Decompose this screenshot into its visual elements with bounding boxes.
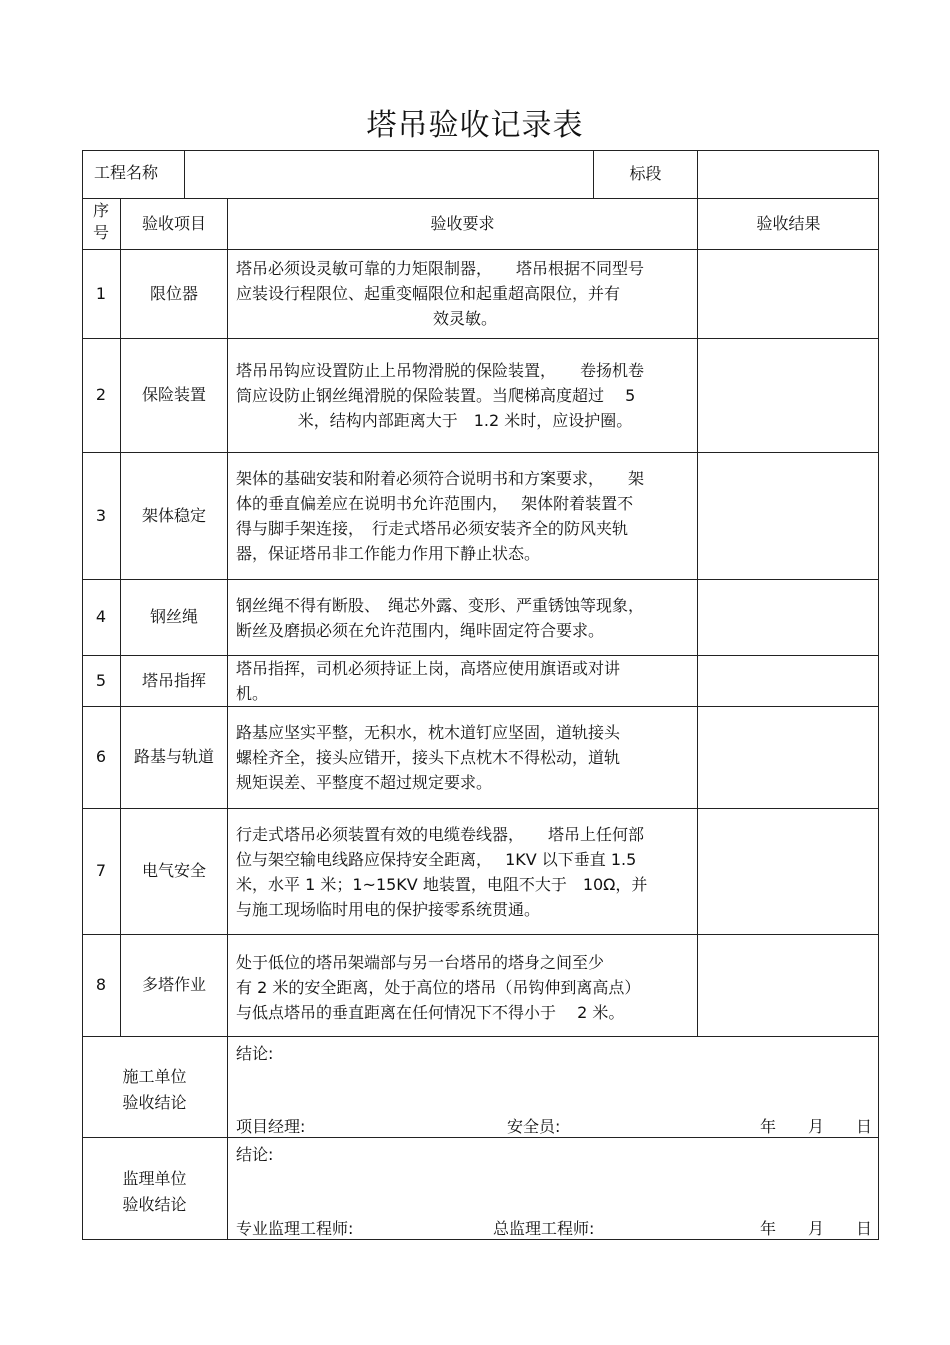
row-requirement [236, 720, 694, 795]
requirement-line: 塔吊指挥，司机必须持证上岗，高塔应使用旗语或对讲 [236, 659, 621, 678]
row-requirement [236, 656, 694, 706]
col-header-result: 验收结果 [756, 213, 821, 233]
construction-label-line2: 验收结论 [122, 1093, 187, 1112]
requirement-line: 位与架空输电线路应保持安全距离， 1KV 以下垂直 1.5 [236, 850, 637, 869]
supervision-label-line2: 验收结论 [122, 1195, 187, 1214]
row-item: 钢丝绳 [149, 607, 198, 626]
row-no: 7 [95, 861, 107, 880]
row-no: 6 [95, 747, 107, 766]
col-header-no-text: 序号 [93, 201, 110, 242]
row-result[interactable] [706, 260, 871, 284]
chief-supervisor-label: 总监理工程师: [493, 1219, 595, 1238]
col-divider [184, 150, 185, 198]
section-value[interactable] [706, 161, 871, 185]
row-item: 电气安全 [141, 861, 206, 880]
row-result[interactable] [706, 470, 871, 494]
row-requirement [236, 822, 694, 922]
requirement-line: 体的垂直偏差应在说明书允许范围内， 架体附着装置不 [236, 494, 634, 513]
requirement-line: 规矩误差、平整度不超过规定要求。 [236, 773, 493, 792]
row-no: 1 [95, 283, 107, 303]
row-item-text: 路基与轨道 [134, 747, 215, 766]
supervision-label-line1: 监理单位 [122, 1169, 187, 1188]
col-header-requirement: 验收要求 [430, 213, 495, 233]
row-item [121, 706, 227, 808]
project-manager-label: 项目经理: [236, 1117, 306, 1136]
row-no: 3 [95, 505, 107, 525]
requirement-line: 筒应设防止钢丝绳滑脱的保险装置。当爬梯高度超过 5 [236, 386, 636, 405]
row-item: 保险装置 [141, 385, 206, 404]
requirement-line: 与施工现场临时用电的保护接零系统贯通。 [236, 900, 541, 919]
row-item: 限位器 [149, 283, 198, 303]
row-result[interactable] [706, 668, 871, 692]
requirement-line: 钢丝绳不得有断股、 绳芯外露、变形、严重锈蚀等现象， [236, 596, 645, 615]
requirement-line: 路基应坚实平整，无积水，枕木道钉应坚固，道轨接头 [236, 723, 621, 742]
date-year: 年 [760, 1117, 777, 1136]
row-requirement [236, 358, 694, 433]
col-divider [227, 1137, 228, 1240]
row-item: 多塔作业 [141, 975, 206, 994]
row-result[interactable] [706, 950, 871, 974]
requirement-line: 处于低位的塔吊架端部与另一台塔吊的塔身之间至少 [236, 953, 605, 972]
row-item: 架体稳定 [141, 505, 206, 525]
page-title: 塔吊验收记录表 [366, 108, 584, 143]
requirement-line: 架体的基础安装和附着必须符合说明书和方案要求， 架 [236, 469, 645, 488]
supervision-conclusion: 结论: [236, 1145, 274, 1164]
requirement-line: 塔吊吊钩应设置防止上吊物滑脱的保险装置， 卷扬机卷 [236, 361, 645, 380]
row-result[interactable] [706, 720, 871, 744]
section-label: 标段 [629, 164, 662, 183]
safety-officer-label: 安全员: [507, 1117, 561, 1136]
requirement-line: 米，水平 1 米；1~15KV 地装置，电阻不大于 10Ω，并 [236, 875, 648, 894]
col-divider [697, 150, 698, 1036]
project-name-label: 工程名称 [94, 163, 159, 182]
col-header-item: 验收项目 [141, 213, 206, 233]
supervising-engineer-label: 专业监理工程师: [236, 1219, 354, 1238]
requirement-line: 与低点塔吊的垂直距离在任何情况下不得小于 2 米。 [236, 1003, 625, 1022]
row-requirement [236, 950, 694, 1025]
requirement-line: 机。 [236, 684, 269, 703]
date-month: 月 [808, 1219, 825, 1238]
requirement-line: 效灵敏。 [432, 309, 497, 328]
requirement-line: 有 2 米的安全距离，处于高位的塔吊（吊钩伸到离高点） [236, 978, 641, 997]
construction-label-line1: 施工单位 [122, 1067, 187, 1086]
requirement-line: 断丝及磨损必须在允许范围内，绳咔固定符合要求。 [236, 621, 605, 640]
row-item: 塔吊指挥 [141, 670, 206, 690]
requirement-line: 得与脚手架连接， 行走式塔吊必须安装齐全的防风夹轨 [236, 519, 629, 538]
construction-conclusion: 结论: [236, 1044, 274, 1063]
requirement-line: 米，结构内部距离大于 1.2 米时，应设护圈。 [297, 411, 633, 430]
col-header-no [82, 200, 120, 244]
project-name-value[interactable] [194, 161, 584, 185]
requirement-line: 应装设行程限位、起重变幅限位和起重超高限位，并有 [236, 284, 621, 303]
row-requirement [236, 466, 694, 566]
row-result[interactable] [706, 825, 871, 849]
row-no: 2 [95, 385, 107, 404]
requirement-line: 行走式塔吊必须装置有效的电缆卷线器， 塔吊上任何部 [236, 825, 645, 844]
date-month: 月 [808, 1117, 825, 1136]
row-divider [82, 1036, 879, 1037]
supervision-label [82, 1166, 227, 1218]
requirement-line: 器，保证塔吊非工作能力作用下静止状态。 [236, 544, 541, 563]
row-requirement [236, 593, 694, 643]
row-requirement [236, 256, 694, 331]
row-no: 5 [95, 670, 107, 690]
row-result[interactable] [706, 360, 871, 384]
row-no: 4 [95, 607, 107, 626]
date-year: 年 [760, 1219, 777, 1238]
date-day: 日 [856, 1219, 873, 1238]
requirement-line: 螺栓齐全，接头应错开，接头下点枕木不得松动，道轨 [236, 748, 621, 767]
row-no: 8 [95, 975, 107, 994]
date-day: 日 [856, 1117, 873, 1136]
construction-label [82, 1064, 227, 1116]
requirement-line: 塔吊必须设灵敏可靠的力矩限制器， 塔吊根据不同型号 [236, 259, 645, 278]
row-result[interactable] [706, 595, 871, 619]
col-divider [227, 198, 228, 1137]
